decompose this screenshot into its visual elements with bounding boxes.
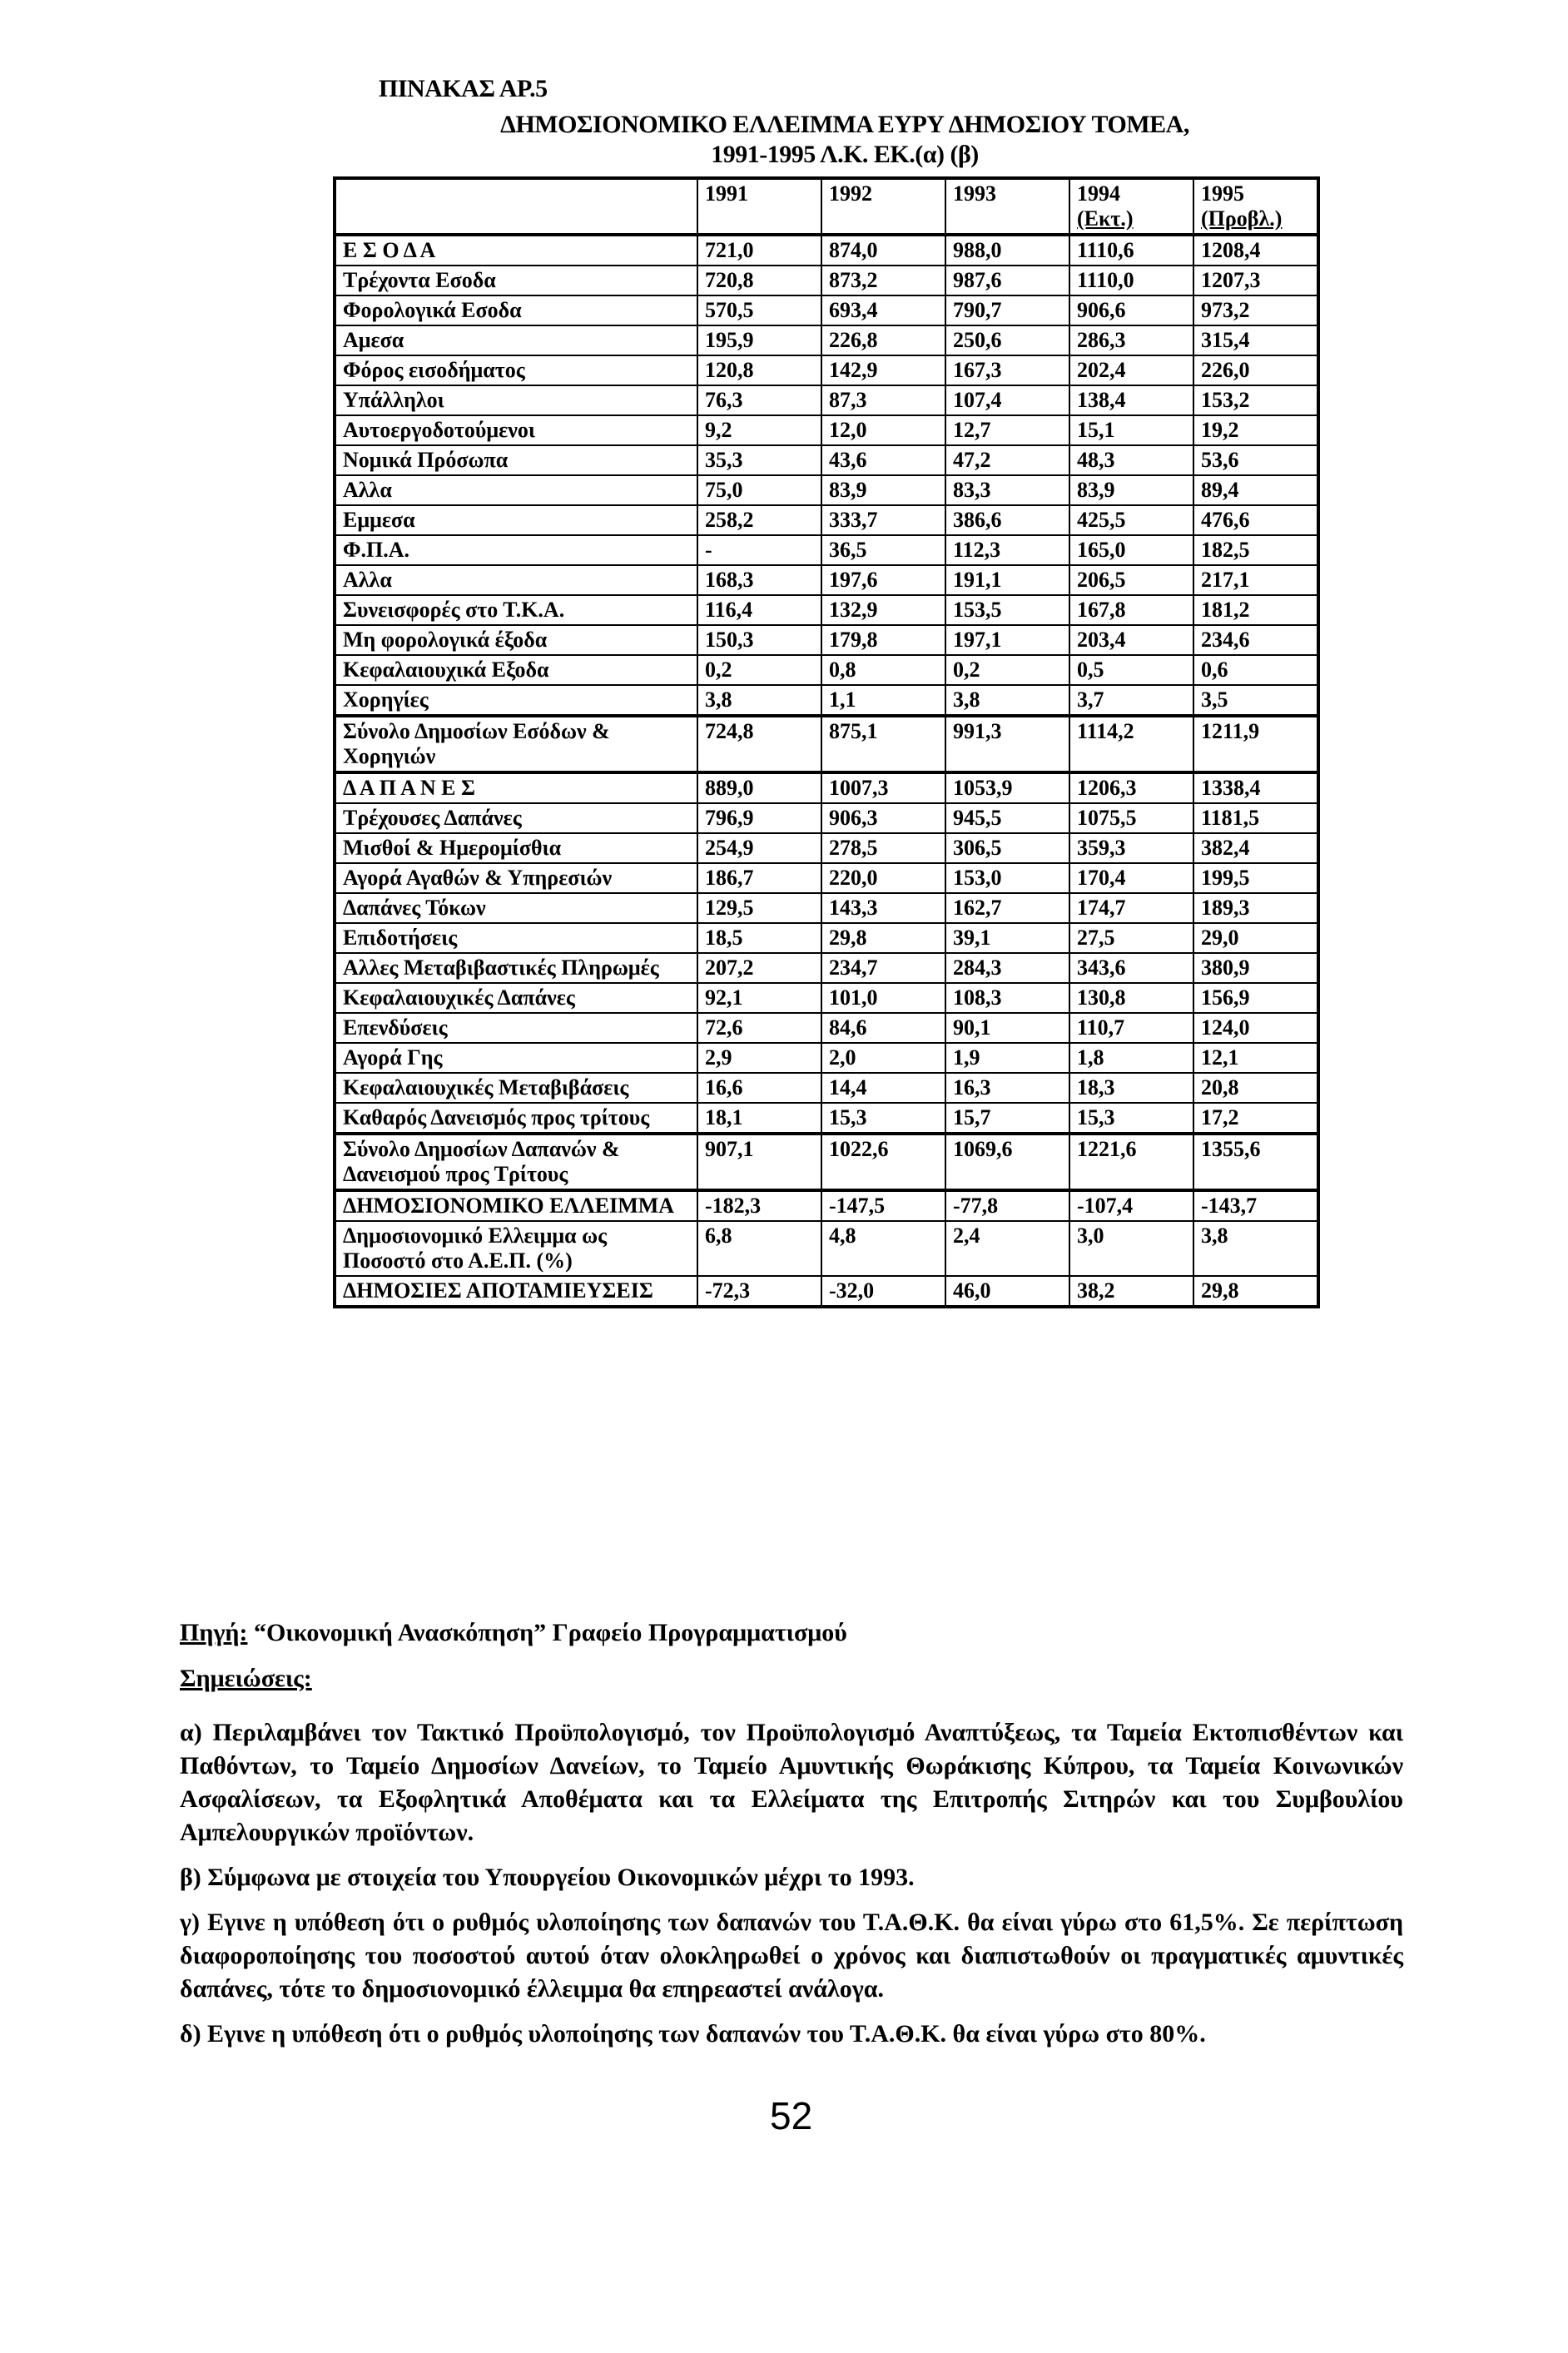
row-value-1992: 333,7 [821, 505, 945, 535]
row-value-1994: 202,4 [1069, 355, 1193, 385]
row-value-1992: 234,7 [821, 953, 945, 983]
table-row [335, 923, 1318, 953]
row-value-1991: 92,1 [697, 983, 821, 1013]
row-value-1993: 1,9 [945, 1043, 1069, 1073]
row-value-1993: 1069,6 [945, 1134, 1069, 1190]
row-value-1995: 181,2 [1193, 595, 1318, 625]
note-item: α) Περιλαμβάνει τον Τακτικό Προϋπολογισμό, τον Προϋπολογισμό Αναπτύξεως, τα Ταμεία Εκτοπισθέντων και Παθόντων, το Ταμείο Δημοσίων Δανείων, το Ταμείο Αμυντικής Θωράκισης Κύπρου, τα Ταμεία Κοινωνικών Ασφαλίσεων, τα Εξοφλητικά Αποθέματα και τα Ελλείματα της Επιτροπής Σιτηρών και του Συμβουλίου Αμπελουργικών προϊόντων. [180, 1719, 1403, 1846]
row-value-1995: -143,7 [1193, 1190, 1318, 1221]
row-label: Αγορά Αγαθών & Υπηρεσιών [335, 863, 697, 893]
header-year-1993: 1993 [945, 178, 1069, 235]
row-value-1994: 0,5 [1069, 655, 1193, 685]
row-value-1993: 197,1 [945, 625, 1069, 655]
row-value-1991: 150,3 [697, 625, 821, 655]
row-value-1995: 20,8 [1193, 1073, 1318, 1103]
row-value-1991: 120,8 [697, 355, 821, 385]
row-value-1991: 18,5 [697, 923, 821, 953]
row-value-1991: 207,2 [697, 953, 821, 983]
row-value-1992: 1,1 [821, 685, 945, 716]
row-value-1995: 0,6 [1193, 655, 1318, 685]
row-value-1991: 0,2 [697, 655, 821, 685]
row-value-1993: 112,3 [945, 535, 1069, 565]
table-title-period: 1991-1995 Λ.Κ. ΕΚ.(α) (β) [711, 141, 979, 168]
row-value-1993: 386,6 [945, 505, 1069, 535]
row-value-1995: 17,2 [1193, 1103, 1318, 1134]
row-value-1991: 889,0 [697, 772, 821, 803]
row-value-1994: 359,3 [1069, 833, 1193, 863]
row-value-1994: 15,1 [1069, 415, 1193, 445]
row-value-1992: -147,5 [821, 1190, 945, 1221]
header-year-1992: 1992 [821, 178, 945, 235]
header-year-1995: 1995 (Προβλ.) [1193, 178, 1318, 235]
row-value-1992: 132,9 [821, 595, 945, 625]
row-value-1993: 16,3 [945, 1073, 1069, 1103]
row-value-1994: 425,5 [1069, 505, 1193, 535]
row-label: Επενδύσεις [335, 1013, 697, 1043]
table-row [335, 772, 1318, 803]
table-row [335, 535, 1318, 565]
row-value-1993: 988,0 [945, 235, 1069, 266]
notes-heading: Σημειώσεις: [180, 1665, 312, 1692]
row-value-1994: 15,3 [1069, 1103, 1193, 1134]
row-value-1994: 110,7 [1069, 1013, 1193, 1043]
table-title [379, 110, 1311, 170]
row-label: Αλλα [335, 565, 697, 595]
row-value-1995: 153,2 [1193, 385, 1318, 415]
row-label: Ε Σ Ο Δ Α [335, 235, 697, 266]
row-value-1994: 167,8 [1069, 595, 1193, 625]
row-value-1992: 143,3 [821, 893, 945, 923]
row-value-1994: 1110,6 [1069, 235, 1193, 266]
row-label: Εμμεσα [335, 505, 697, 535]
table-row [335, 595, 1318, 625]
row-value-1994: 138,4 [1069, 385, 1193, 415]
row-value-1995: 182,5 [1193, 535, 1318, 565]
row-value-1992: 36,5 [821, 535, 945, 565]
row-value-1993: 15,7 [945, 1103, 1069, 1134]
row-value-1993: 162,7 [945, 893, 1069, 923]
row-value-1994: 343,6 [1069, 953, 1193, 983]
row-value-1991: 76,3 [697, 385, 821, 415]
note-item: γ) Εγινε η υπόθεση ότι ο ρυθμός υλοποίησης των δαπανών του Τ.Α.Θ.Κ. θα είναι γύρω στο 61,5%. Σε περίπτωση διαφοροποίησης του ποσοστού αυτού όταν ολοκληρωθεί ο χρόνος και διαπιστωθούν οι πραγματικές αμυντικές δαπάνες, τότε το δημοσιονομικό έλλειμμα θα επηρεαστεί ανάλογα. [180, 1909, 1403, 2003]
row-value-1994: 1,8 [1069, 1043, 1193, 1073]
row-value-1995: 19,2 [1193, 415, 1318, 445]
row-value-1994: 203,4 [1069, 625, 1193, 655]
page-number: 52 [770, 2094, 813, 2137]
row-label: Κεφαλαιουχικές Μεταβιβάσεις [335, 1073, 697, 1103]
row-value-1995: 124,0 [1193, 1013, 1318, 1043]
row-value-1991: 195,9 [697, 325, 821, 355]
row-value-1991: 168,3 [697, 565, 821, 595]
row-value-1995: 1207,3 [1193, 266, 1318, 295]
row-value-1992: 220,0 [821, 863, 945, 893]
row-value-1991: 724,8 [697, 716, 821, 772]
row-label: Σύνολο Δημοσίων Εσόδων & Χορηγιών [335, 716, 697, 772]
row-value-1995: 217,1 [1193, 565, 1318, 595]
row-value-1993: 167,3 [945, 355, 1069, 385]
row-value-1993: 945,5 [945, 803, 1069, 833]
row-value-1995: 315,4 [1193, 325, 1318, 355]
row-value-1991: -72,3 [697, 1276, 821, 1307]
row-value-1993: -77,8 [945, 1190, 1069, 1221]
row-value-1991: 16,6 [697, 1073, 821, 1103]
row-label: Αλλα [335, 475, 697, 505]
row-value-1991: 2,9 [697, 1043, 821, 1073]
row-label: Υπάλληλοι [335, 385, 697, 415]
row-value-1995: 189,3 [1193, 893, 1318, 923]
row-value-1995: 1355,6 [1193, 1134, 1318, 1190]
table-row [335, 565, 1318, 595]
header-year-1994: 1994 (Εκτ.) [1069, 178, 1193, 235]
row-value-1994: 1221,6 [1069, 1134, 1193, 1190]
row-label: Αμεσα [335, 325, 697, 355]
row-label: Μισθοί & Ημερομίσθια [335, 833, 697, 863]
row-value-1994: 83,9 [1069, 475, 1193, 505]
table-row [335, 505, 1318, 535]
row-value-1993: 153,0 [945, 863, 1069, 893]
row-label: Αυτοεργοδοτούμενοι [335, 415, 697, 445]
source-label: Πηγή: [180, 1619, 248, 1646]
row-value-1994: 1110,0 [1069, 266, 1193, 295]
row-value-1992: 1022,6 [821, 1134, 945, 1190]
row-value-1991: 6,8 [697, 1221, 821, 1276]
table-row [335, 625, 1318, 655]
row-value-1992: 84,6 [821, 1013, 945, 1043]
row-value-1992: 83,9 [821, 475, 945, 505]
row-label: Σύνολο Δημοσίων Δαπανών & Δανεισμού προς Τρίτους [335, 1134, 697, 1190]
row-value-1992: 2,0 [821, 1043, 945, 1073]
row-value-1993: 284,3 [945, 953, 1069, 983]
deficit-table [333, 176, 1320, 1308]
row-value-1991: 129,5 [697, 893, 821, 923]
table-row [335, 1103, 1318, 1134]
row-label: Φόρος εισοδήματος [335, 355, 697, 385]
table-row [335, 655, 1318, 685]
row-value-1992: 1007,3 [821, 772, 945, 803]
row-value-1991: 570,5 [697, 295, 821, 325]
row-value-1993: 250,6 [945, 325, 1069, 355]
table-row [335, 1190, 1318, 1221]
source-line [180, 1619, 847, 1647]
row-value-1991: 796,9 [697, 803, 821, 833]
table-row [335, 385, 1318, 415]
row-value-1991: - [697, 535, 821, 565]
row-value-1994: 1206,3 [1069, 772, 1193, 803]
row-value-1995: 3,8 [1193, 1221, 1318, 1276]
header-year-1991: 1991 [697, 178, 821, 235]
table-row [335, 863, 1318, 893]
row-value-1992: 874,0 [821, 235, 945, 266]
row-value-1995: 476,6 [1193, 505, 1318, 535]
table-row [335, 475, 1318, 505]
row-label: Τρέχοντα Εσοδα [335, 266, 697, 295]
row-label: Δαπάνες Τόκων [335, 893, 697, 923]
row-label: Κεφαλαιουχικά Εξοδα [335, 655, 697, 685]
row-value-1995: 53,6 [1193, 445, 1318, 475]
row-label: Συνεισφορές στο Τ.Κ.Α. [335, 595, 697, 625]
row-label: Επιδοτήσεις [335, 923, 697, 953]
row-value-1995: 234,6 [1193, 625, 1318, 655]
row-value-1995: 3,5 [1193, 685, 1318, 716]
row-label: Καθαρός Δανεισμός προς τρίτους [335, 1103, 697, 1134]
table-row [335, 803, 1318, 833]
table-row [335, 295, 1318, 325]
note-item: δ) Εγινε η υπόθεση ότι ο ρυθμός υλοποίησης των δαπανών του Τ.Α.Θ.Κ. θα είναι γύρω στο 80%. [180, 2020, 1206, 2048]
row-label: Αγορά Γης [335, 1043, 697, 1073]
row-value-1991: 720,8 [697, 266, 821, 295]
table-row [335, 983, 1318, 1013]
row-value-1995: 1181,5 [1193, 803, 1318, 833]
row-value-1993: 987,6 [945, 266, 1069, 295]
row-value-1992: -32,0 [821, 1276, 945, 1307]
row-value-1991: 3,8 [697, 685, 821, 716]
row-value-1995: 973,2 [1193, 295, 1318, 325]
row-value-1993: 46,0 [945, 1276, 1069, 1307]
notes-list [180, 1716, 1403, 2063]
row-value-1992: 906,3 [821, 803, 945, 833]
row-value-1991: 258,2 [697, 505, 821, 535]
row-value-1995: 12,1 [1193, 1043, 1318, 1073]
row-value-1991: 907,1 [697, 1134, 821, 1190]
table-row [335, 1134, 1318, 1190]
row-value-1993: 107,4 [945, 385, 1069, 415]
row-value-1993: 3,8 [945, 685, 1069, 716]
table-row [335, 415, 1318, 445]
row-value-1992: 875,1 [821, 716, 945, 772]
table-row [335, 235, 1318, 266]
row-value-1992: 15,3 [821, 1103, 945, 1134]
row-value-1993: 790,7 [945, 295, 1069, 325]
row-value-1993: 47,2 [945, 445, 1069, 475]
table-body [335, 235, 1318, 1307]
row-value-1995: 1208,4 [1193, 235, 1318, 266]
row-value-1994: 38,2 [1069, 1276, 1193, 1307]
row-label: ΔΗΜΟΣΙΕΣ ΑΠΟΤΑΜΙΕΥΣΕΙΣ [335, 1276, 697, 1307]
row-value-1995: 1211,9 [1193, 716, 1318, 772]
deficit-table-container [333, 176, 1320, 1308]
row-value-1995: 380,9 [1193, 953, 1318, 983]
row-value-1992: 142,9 [821, 355, 945, 385]
table-row [335, 325, 1318, 355]
row-value-1994: 206,5 [1069, 565, 1193, 595]
row-value-1994: 1114,2 [1069, 716, 1193, 772]
row-value-1995: 382,4 [1193, 833, 1318, 863]
table-row [335, 833, 1318, 863]
row-value-1992: 14,4 [821, 1073, 945, 1103]
table-row [335, 1276, 1318, 1307]
row-value-1993: 0,2 [945, 655, 1069, 685]
row-value-1995: 1338,4 [1193, 772, 1318, 803]
row-value-1991: 75,0 [697, 475, 821, 505]
row-value-1994: 130,8 [1069, 983, 1193, 1013]
source-text: “Οικονομική Ανασκόπηση” Γραφείο Προγραμματισμού [247, 1619, 847, 1646]
row-value-1991: 186,7 [697, 863, 821, 893]
row-label: Δημοσιονομικό Ελλειμμα ως Ποσοστό στο Α.Ε.Π. (%) [335, 1221, 697, 1276]
table-row [335, 716, 1318, 772]
row-value-1991: 116,4 [697, 595, 821, 625]
row-value-1994: 3,0 [1069, 1221, 1193, 1276]
row-value-1993: 191,1 [945, 565, 1069, 595]
row-value-1995: 199,5 [1193, 863, 1318, 893]
table-row [335, 445, 1318, 475]
table-row [335, 893, 1318, 923]
row-value-1992: 12,0 [821, 415, 945, 445]
table-number: ΠΙΝΑΚΑΣ ΑΡ.5 [379, 75, 548, 102]
row-value-1995: 29,0 [1193, 923, 1318, 953]
row-value-1992: 197,6 [821, 565, 945, 595]
row-label: Αλλες Μεταβιβαστικές Πληρωμές [335, 953, 697, 983]
row-value-1993: 153,5 [945, 595, 1069, 625]
row-value-1992: 87,3 [821, 385, 945, 415]
row-value-1995: 156,9 [1193, 983, 1318, 1013]
row-label: Τρέχουσες Δαπάνες [335, 803, 697, 833]
table-row [335, 1043, 1318, 1073]
table-row [335, 953, 1318, 983]
table-row [335, 1013, 1318, 1043]
row-value-1994: 906,6 [1069, 295, 1193, 325]
row-value-1992: 43,6 [821, 445, 945, 475]
row-value-1991: 35,3 [697, 445, 821, 475]
table-row [335, 266, 1318, 295]
row-value-1992: 179,8 [821, 625, 945, 655]
row-value-1994: 3,7 [1069, 685, 1193, 716]
row-value-1993: 2,4 [945, 1221, 1069, 1276]
row-value-1992: 278,5 [821, 833, 945, 863]
row-label: Νομικά Πρόσωπα [335, 445, 697, 475]
row-label: ΔΗΜΟΣΙΟΝΟΜΙΚΟ ΕΛΛΕΙΜΜΑ [335, 1190, 697, 1221]
row-value-1992: 226,8 [821, 325, 945, 355]
row-value-1994: 286,3 [1069, 325, 1193, 355]
row-label: Κεφαλαιουχικές Δαπάνες [335, 983, 697, 1013]
row-label: Μη φορολογικά έξοδα [335, 625, 697, 655]
row-value-1993: 1053,9 [945, 772, 1069, 803]
row-value-1993: 83,3 [945, 475, 1069, 505]
row-value-1994: 48,3 [1069, 445, 1193, 475]
row-value-1994: 18,3 [1069, 1073, 1193, 1103]
row-value-1993: 39,1 [945, 923, 1069, 953]
row-value-1992: 29,8 [821, 923, 945, 953]
row-value-1993: 306,5 [945, 833, 1069, 863]
row-value-1992: 873,2 [821, 266, 945, 295]
row-label: Χορηγίες [335, 685, 697, 716]
table-title-main: ΔΗΜΟΣΙΟΝΟΜΙΚΟ ΕΛΛΕΙΜΜΑ ΕΥΡΥ ΔΗΜΟΣΙΟΥ ΤΟΜΕΑ, [500, 111, 1189, 138]
row-value-1992: 0,8 [821, 655, 945, 685]
note-item: β) Σύμφωνα με στοιχεία του Υπουργείου Οικονομικών μέχρι το 1993. [180, 1864, 915, 1891]
row-label: Φορολογικά Εσοδα [335, 295, 697, 325]
row-value-1994: 174,7 [1069, 893, 1193, 923]
row-value-1993: 991,3 [945, 716, 1069, 772]
row-value-1992: 693,4 [821, 295, 945, 325]
row-value-1991: 254,9 [697, 833, 821, 863]
table-row [335, 1221, 1318, 1276]
row-label: Φ.Π.Α. [335, 535, 697, 565]
row-value-1992: 4,8 [821, 1221, 945, 1276]
row-value-1992: 101,0 [821, 983, 945, 1013]
row-value-1995: 89,4 [1193, 475, 1318, 505]
row-value-1991: -182,3 [697, 1190, 821, 1221]
row-value-1994: 165,0 [1069, 535, 1193, 565]
row-value-1991: 721,0 [697, 235, 821, 266]
header-label-cell [335, 178, 697, 235]
row-value-1993: 108,3 [945, 983, 1069, 1013]
row-value-1995: 226,0 [1193, 355, 1318, 385]
row-value-1991: 9,2 [697, 415, 821, 445]
row-value-1995: 29,8 [1193, 1276, 1318, 1307]
table-header-row [335, 178, 1318, 235]
row-label: Δ Α Π Α Ν Ε Σ [335, 772, 697, 803]
table-row [335, 1073, 1318, 1103]
row-value-1991: 72,6 [697, 1013, 821, 1043]
row-value-1991: 18,1 [697, 1103, 821, 1134]
row-value-1993: 12,7 [945, 415, 1069, 445]
row-value-1994: 1075,5 [1069, 803, 1193, 833]
table-row [335, 355, 1318, 385]
row-value-1994: -107,4 [1069, 1190, 1193, 1221]
row-value-1994: 27,5 [1069, 923, 1193, 953]
row-value-1994: 170,4 [1069, 863, 1193, 893]
row-value-1993: 90,1 [945, 1013, 1069, 1043]
table-row [335, 685, 1318, 716]
